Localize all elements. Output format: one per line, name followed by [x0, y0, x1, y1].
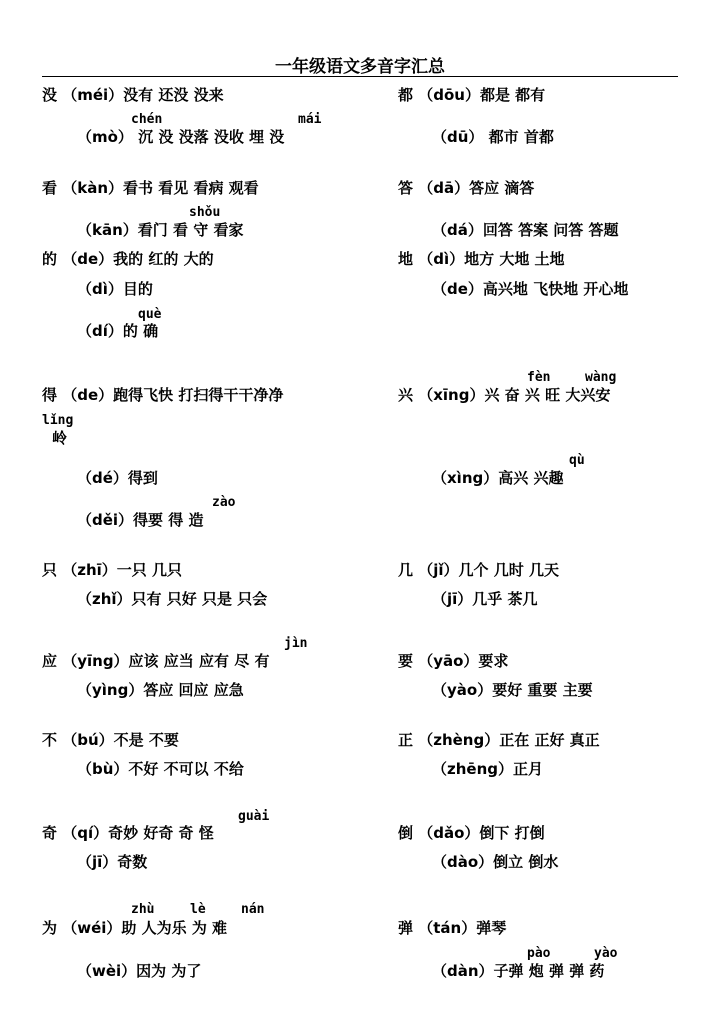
entry-dei: （děi）得要 得 造 — [77, 511, 204, 529]
pinyin-nan: nán — [241, 902, 265, 917]
entry-di-ground: 地 （dì）地方 大地 土地 — [398, 250, 565, 268]
entry-xing4: （xìng）高兴 兴趣 — [432, 469, 564, 487]
entry-zheng4: 正 （zhèng）正在 正好 真正 — [398, 731, 600, 749]
entry-mei: 没 （méi）没有 还没 没来 — [42, 86, 224, 104]
pinyin-jin: jìn — [284, 636, 308, 651]
pinyin-fen: fèn — [527, 370, 551, 385]
entry-du: （dū） 都市 首都 — [432, 128, 554, 146]
pinyin-qu: qù — [569, 453, 585, 468]
entry-mo: （mò） 沉 没 没落 没收 埋 没 — [77, 128, 285, 146]
entry-wei2: 为 （wéi）助 人为乐 为 难 — [42, 919, 228, 937]
pinyin-pao: pào — [527, 946, 551, 961]
entry-dao4: （dào）倒立 倒水 — [432, 853, 559, 871]
entry-wei4: （wèi）因为 为了 — [77, 962, 202, 980]
pinyin-le: lè — [190, 902, 206, 917]
entry-kan1: （kān）看门 看 守 看家 — [77, 221, 244, 239]
entry-da2: （dá）回答 答案 问答 答题 — [432, 221, 619, 239]
entry-xing1: 兴 （xīng）兴 奋 兴 旺 大兴安 — [398, 386, 611, 404]
title-underline — [42, 76, 678, 77]
entry-ying1: 应 （yīng）应该 应当 应有 尽 有 — [42, 652, 270, 670]
pinyin-wang: wàng — [585, 370, 617, 385]
entry-de-of: 的 （de）我的 红的 大的 — [42, 250, 214, 268]
pinyin-guai: guài — [238, 809, 270, 824]
entry-ling: 岭 — [52, 429, 68, 447]
pinyin-ling: lǐng — [42, 413, 74, 428]
entry-de-adverb: （de）高兴地 飞快地 开心地 — [432, 280, 629, 298]
entry-ji-qi: （jī）奇数 — [77, 853, 148, 871]
entry-di4: （dì）目的 — [77, 280, 153, 298]
entry-bu4: （bù）不好 不可以 不给 — [77, 760, 244, 778]
pinyin-zhu: zhù — [131, 902, 155, 917]
entry-ji1: （jī）几乎 茶几 — [432, 590, 538, 608]
entry-da1: 答 （dā）答应 滴答 — [398, 179, 535, 197]
entry-zhi1: 只 （zhī）一只 几只 — [42, 561, 182, 579]
pinyin-yao-medicine: yào — [594, 946, 618, 961]
entry-zheng1: （zhēng）正月 — [432, 760, 543, 778]
entry-de2: （dé）得到 — [77, 469, 158, 487]
entry-de-get: 得 （de）跑得飞快 打扫得干干净净 — [42, 386, 284, 404]
entry-dou: 都 （dōu）都是 都有 — [398, 86, 546, 104]
entry-qi: 奇 （qí）奇妙 好奇 奇 怪 — [42, 824, 214, 842]
entry-zhi3: （zhǐ）只有 只好 只是 只会 — [77, 590, 268, 608]
pinyin-zao: zào — [212, 495, 236, 510]
pinyin-shou: shǒu — [189, 205, 221, 220]
entry-yao4: （yào）要好 重要 主要 — [432, 681, 593, 699]
pinyin-que: què — [138, 307, 162, 322]
entry-dan: （dàn）子弹 炮 弹 弹 药 — [432, 962, 605, 980]
entry-yao1: 要 （yāo）要求 — [398, 652, 509, 670]
pinyin-chen: chén — [131, 112, 163, 127]
entry-bu2: 不 （bú）不是 不要 — [42, 731, 179, 749]
entry-ji3: 几 （jǐ）几个 几时 几天 — [398, 561, 559, 579]
entry-kan4: 看 （kàn）看书 看见 看病 观看 — [42, 179, 259, 197]
entry-ying4: （yìng）答应 回应 应急 — [77, 681, 244, 699]
entry-dao3: 倒 （dǎo）倒下 打倒 — [398, 824, 545, 842]
pinyin-mai: mái — [298, 112, 322, 127]
page-title: 一年级语文多音字汇总 — [275, 57, 445, 77]
entry-tan: 弹 （tán）弹琴 — [398, 919, 507, 937]
entry-di2: （dí）的 确 — [77, 322, 159, 340]
